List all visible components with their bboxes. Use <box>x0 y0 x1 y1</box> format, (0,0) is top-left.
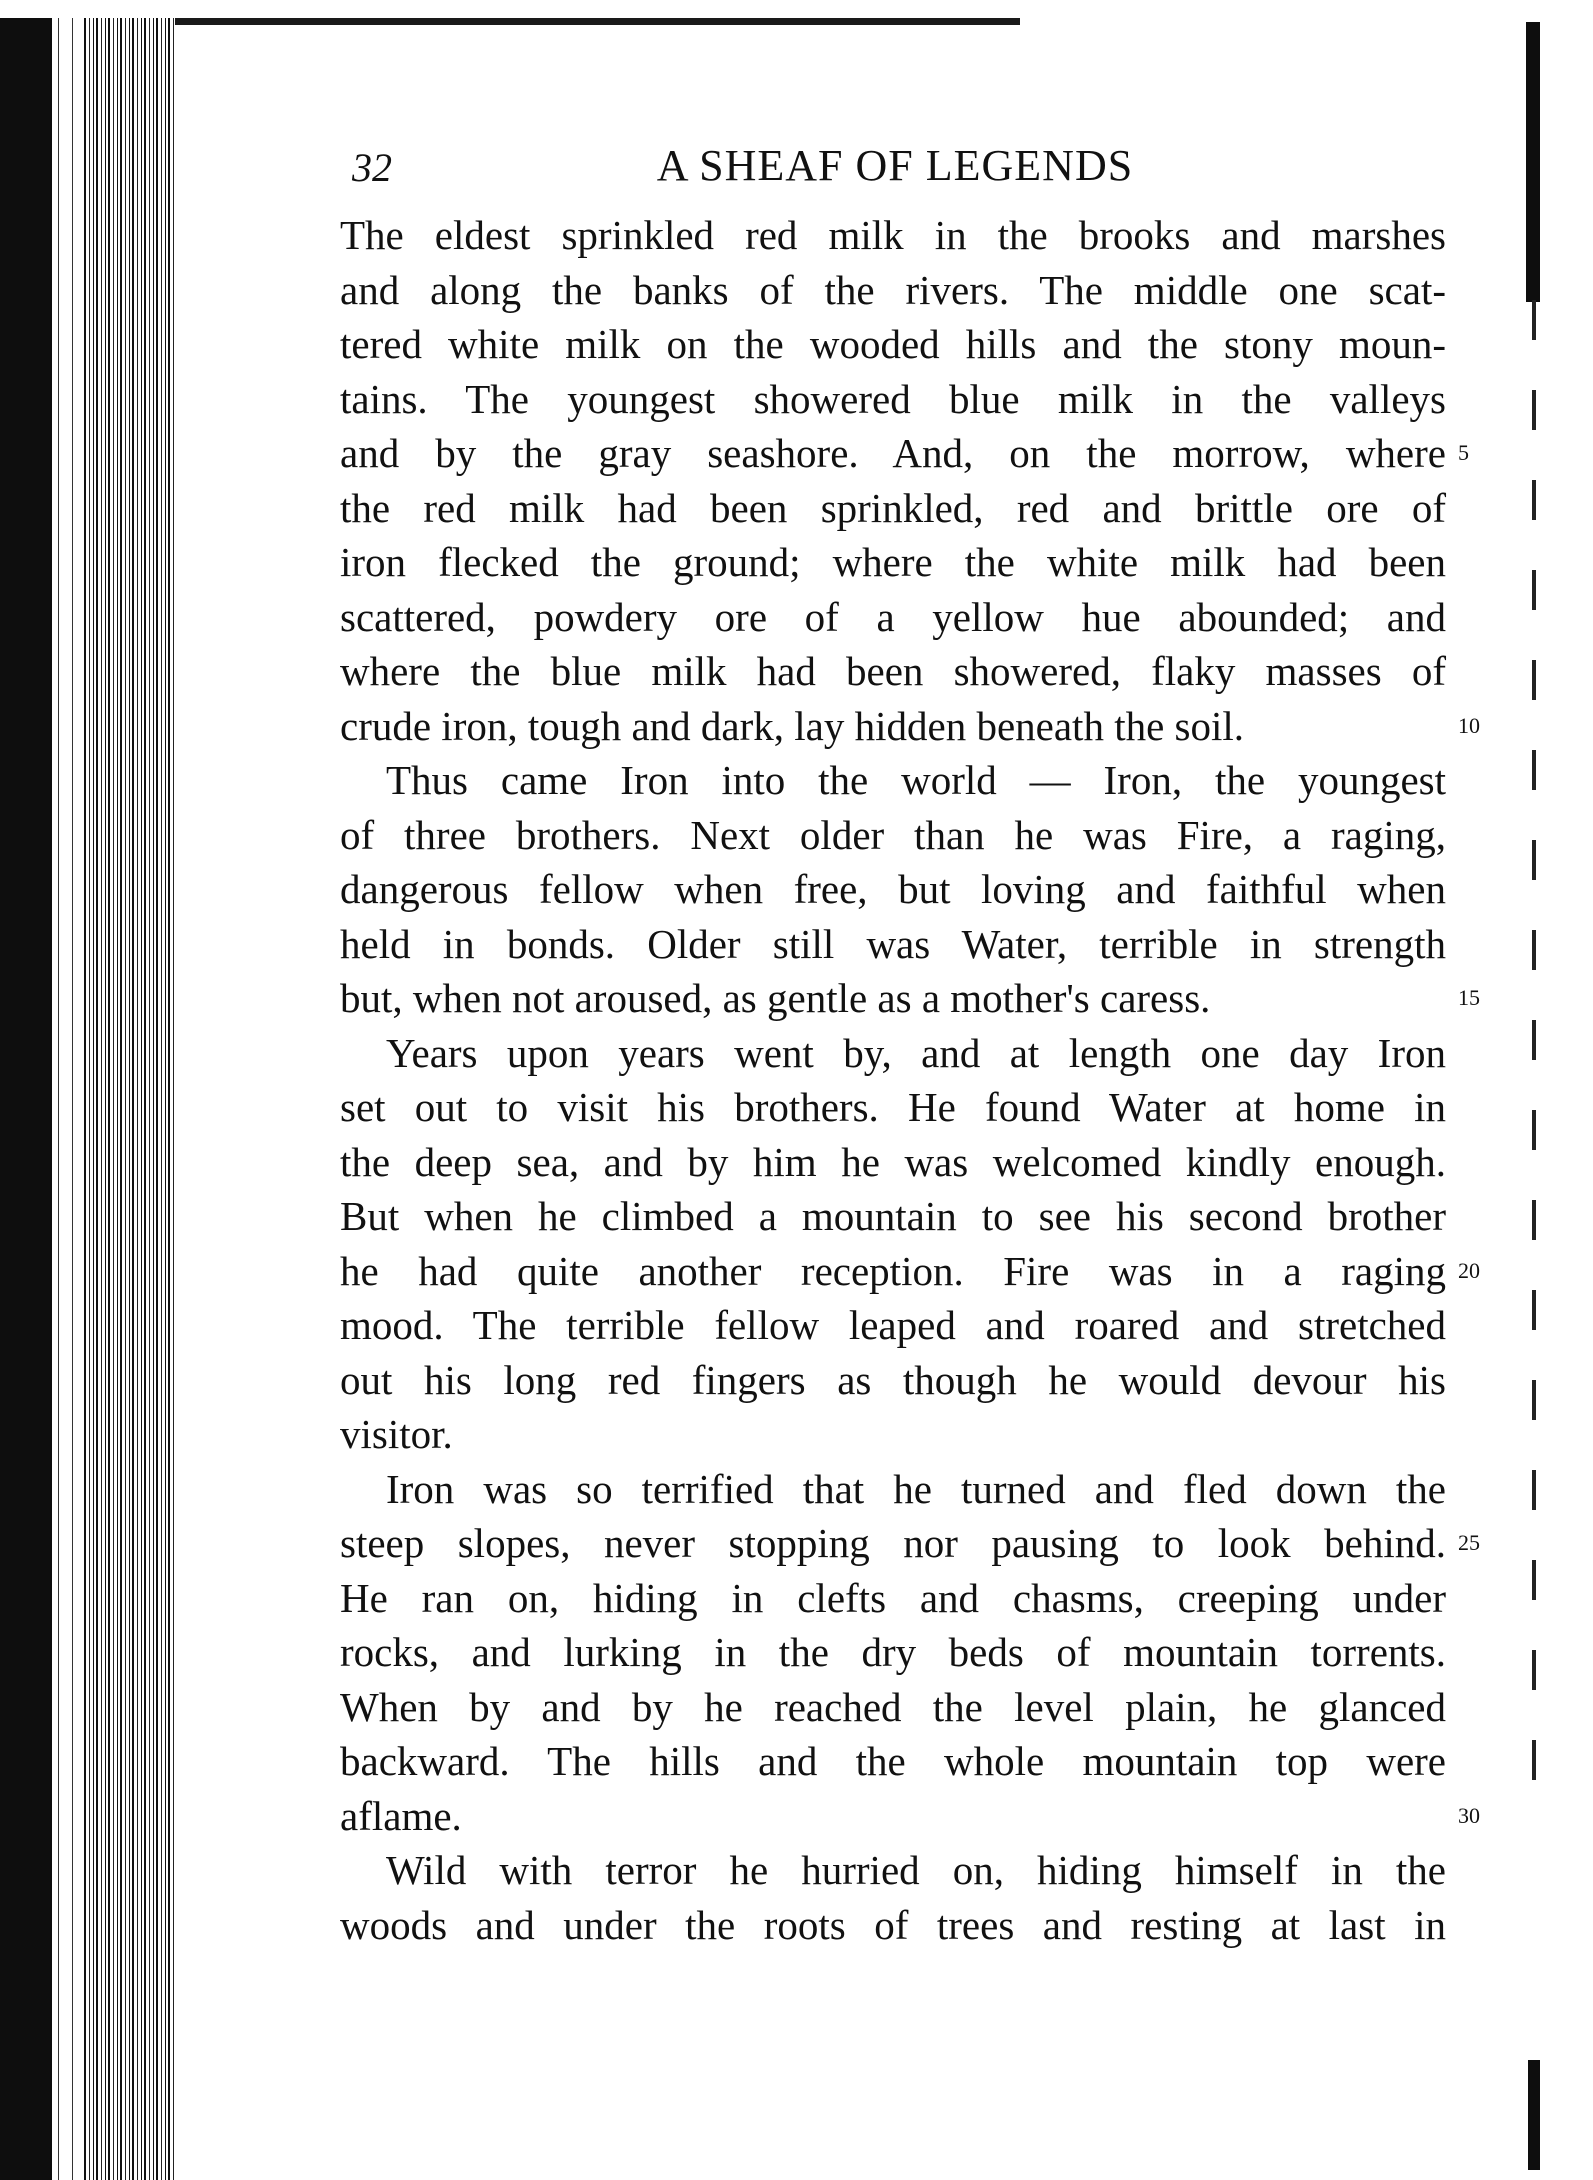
text-line-content: iron flecked the ground; where the white milk had been <box>340 539 1446 585</box>
page-number: 32 <box>352 145 392 190</box>
text-line <box>340 753 1446 808</box>
text-line <box>340 1625 1446 1680</box>
body-text <box>340 208 1480 1952</box>
scan-binding-shadow <box>0 18 52 2180</box>
text-line <box>340 644 1446 699</box>
text-line-content: held in bonds. Older still was Water, terrible in strength <box>340 920 1446 967</box>
line-number: 15 <box>1458 985 1480 1010</box>
text-line <box>340 426 1469 481</box>
text-line <box>340 1189 1446 1244</box>
text-line <box>340 1135 1446 1190</box>
text-line <box>340 1789 1480 1844</box>
text-line <box>340 862 1446 917</box>
text-line <box>340 1298 1446 1353</box>
scan-top-edge <box>40 18 1020 25</box>
text-line-content: tains. The youngest showered blue milk in the valleys <box>340 375 1446 422</box>
text-line-content: The eldest sprinkled red milk in the brooks and marshes <box>340 212 1446 258</box>
text-line <box>340 1244 1480 1299</box>
text-line-content: and by the gray seashore. And, on the morrow, where <box>340 430 1446 476</box>
text-line-content: steep slopes, never stopping nor pausing to look behind. <box>340 1520 1446 1566</box>
text-line-content: backward. The hills and the whole mountain top were <box>340 1738 1446 1784</box>
running-title: A SHEAF OF LEGENDS <box>656 141 1134 190</box>
text-line-content: of three brothers. Next older than he was Fire, a raging, <box>340 811 1446 858</box>
text-line <box>340 1680 1446 1735</box>
text-line-content: dangerous fellow when free, but loving and faithful when <box>340 866 1446 912</box>
text-line <box>340 1843 1446 1898</box>
text-line-content: he had quite another reception. Fire was in a raging <box>340 1247 1446 1294</box>
text-line-content: out his long red fingers as though he would devour his <box>340 1356 1446 1403</box>
text-line <box>340 1353 1446 1408</box>
text-line-content: but, when not aroused, as gentle as a mother's caress. <box>340 975 1211 1021</box>
text-line <box>340 1026 1446 1081</box>
line-number: 25 <box>1458 1530 1480 1555</box>
text-line <box>340 208 1446 263</box>
text-line-content: He ran on, hiding in clefts and chasms, creeping under <box>340 1574 1446 1621</box>
text-line-content: rocks, and lurking in the dry beds of mountain torrents. <box>340 1629 1446 1675</box>
text-line <box>340 1462 1446 1517</box>
text-line <box>340 1407 1446 1462</box>
text-line-content: where the blue milk had been showered, flaky masses of <box>340 648 1446 694</box>
text-line-content: tered white milk on the wooded hills and the stony moun- <box>340 321 1446 367</box>
page-header <box>340 140 1450 200</box>
text-line <box>340 263 1446 318</box>
scan-binding-edge <box>0 18 175 2180</box>
text-line-content: Wild with terror he hurried on, hiding himself in the <box>386 1847 1446 1893</box>
text-line-content: set out to visit his brothers. He found Water at home in <box>340 1084 1446 1130</box>
text-line-content: the deep sea, and by him he was welcomed kindly enough. <box>340 1138 1446 1185</box>
text-line <box>340 1080 1446 1135</box>
text-line-content: and along the banks of the rivers. The middle one scat- <box>340 266 1446 313</box>
scan-right-edge-marks <box>1532 300 1536 1780</box>
text-line <box>340 808 1446 863</box>
text-line-content: scattered, powdery ore of a yellow hue abounded; and <box>340 593 1446 640</box>
text-line <box>340 1898 1446 1953</box>
text-line <box>340 535 1446 590</box>
text-line-content: visitor. <box>340 1411 453 1457</box>
text-line-content: crude iron, tough and dark, lay hidden beneath the soil. <box>340 702 1245 749</box>
text-line-content: the red milk had been sprinkled, red and brittle ore of <box>340 484 1446 531</box>
text-line <box>340 1516 1480 1571</box>
text-line <box>340 1571 1446 1626</box>
text-line <box>340 1734 1446 1789</box>
text-line-content: Iron was so terrified that he turned and fled down the <box>386 1465 1446 1512</box>
text-line-content: But when he climbed a mountain to see his second brother <box>340 1193 1446 1239</box>
scan-right-edge-bottom <box>1528 2060 1540 2170</box>
text-line-content: aflame. <box>340 1792 462 1839</box>
text-line <box>340 481 1446 536</box>
text-line-content: When by and by he reached the level plain, he glanced <box>340 1683 1446 1730</box>
text-line <box>340 699 1480 754</box>
text-line <box>340 317 1446 372</box>
text-line-content: mood. The terrible fellow leaped and roared and stretched <box>340 1302 1446 1348</box>
scan-binding-pages <box>52 18 82 2180</box>
text-line-content: woods and under the roots of trees and resting at last in <box>340 1901 1446 1948</box>
scan-right-edge <box>1526 22 1540 302</box>
line-number: 30 <box>1458 1802 1480 1828</box>
text-line <box>340 971 1480 1026</box>
line-number: 20 <box>1458 1257 1480 1283</box>
line-number: 10 <box>1458 712 1480 738</box>
text-line <box>340 590 1446 645</box>
text-line-content: Thus came Iron into the world — Iron, the youngest <box>386 757 1446 803</box>
text-line-content: Years upon years went by, and at length one day Iron <box>386 1029 1446 1076</box>
text-line <box>340 917 1446 972</box>
line-number: 5 <box>1458 440 1469 465</box>
text-line <box>340 372 1446 427</box>
book-page <box>340 140 1480 1952</box>
